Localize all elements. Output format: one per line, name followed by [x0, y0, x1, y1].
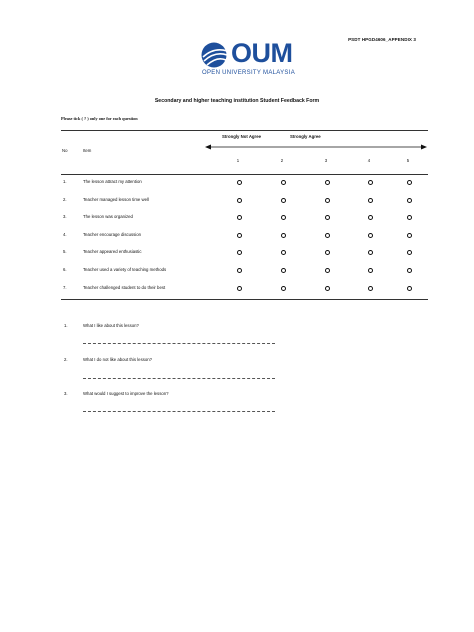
- scale-number: 2: [280, 158, 284, 163]
- oum-logo: [200, 38, 310, 82]
- col-no-header: No: [62, 148, 68, 153]
- rating-radio[interactable]: [325, 198, 330, 203]
- rating-radio[interactable]: [368, 286, 373, 291]
- rating-radio[interactable]: [407, 180, 412, 185]
- scale-number: 4: [367, 158, 371, 163]
- rating-radio[interactable]: [281, 215, 286, 220]
- row-number: 5.: [63, 249, 67, 254]
- rating-radio[interactable]: [237, 286, 242, 291]
- rating-radio[interactable]: [281, 250, 286, 255]
- row-item-text: Teacher appeared enthusiastic: [83, 249, 142, 254]
- rating-radio[interactable]: [368, 215, 373, 220]
- logo-subtitle: OPEN UNIVERSITY MALAYSIA: [202, 70, 296, 76]
- scale-low-label: Strongly Not Agree: [222, 134, 261, 139]
- rating-radio[interactable]: [281, 268, 286, 273]
- document-code: PSDT HPGD4606_APPENDIX 3: [348, 37, 416, 42]
- rating-radio[interactable]: [237, 198, 242, 203]
- table-header-rule: [61, 174, 428, 175]
- rating-radio[interactable]: [368, 233, 373, 238]
- rating-radio[interactable]: [237, 233, 242, 238]
- rating-radio[interactable]: [237, 250, 242, 255]
- row-item-text: The lesson attract my attention: [83, 179, 142, 184]
- row-number: 3.: [63, 214, 67, 219]
- row-number: 6.: [63, 267, 67, 272]
- rating-radio[interactable]: [325, 215, 330, 220]
- question-number: 1.: [64, 323, 68, 328]
- logo-wordmark: OUM: [231, 38, 293, 68]
- question-number: 2.: [64, 357, 68, 362]
- rating-radio[interactable]: [281, 286, 286, 291]
- row-number: 4.: [63, 232, 67, 237]
- scale-double-arrow-icon: [205, 143, 427, 151]
- rating-radio[interactable]: [281, 180, 286, 185]
- col-item-header: Item: [83, 148, 92, 153]
- rating-radio[interactable]: [407, 233, 412, 238]
- rating-radio[interactable]: [368, 180, 373, 185]
- rating-radio[interactable]: [407, 286, 412, 291]
- table-bottom-rule: [61, 299, 428, 300]
- rating-radio[interactable]: [325, 233, 330, 238]
- answer-line[interactable]: [83, 378, 275, 379]
- row-item-text: Teacher managed lesson time well: [83, 197, 149, 202]
- question-text: What I like about this lesson?: [83, 323, 139, 328]
- rating-radio[interactable]: [325, 250, 330, 255]
- row-item-text: Teacher challenged student to do their best: [83, 285, 166, 290]
- rating-radio[interactable]: [237, 215, 242, 220]
- rating-radio[interactable]: [368, 198, 373, 203]
- rating-radio[interactable]: [407, 198, 412, 203]
- rating-radio[interactable]: [368, 268, 373, 273]
- form-instruction: Please tick ( ? ) only one for each question: [61, 116, 138, 121]
- rating-radio[interactable]: [407, 250, 412, 255]
- row-item-text: Teacher used a variety of teaching methods: [83, 267, 167, 272]
- row-number: 7.: [63, 285, 67, 290]
- scale-number: 5: [406, 158, 410, 163]
- rating-radio[interactable]: [281, 198, 286, 203]
- rating-radio[interactable]: [325, 286, 330, 291]
- question-text: What I do not like about this lesson?: [83, 357, 153, 362]
- answer-line[interactable]: [83, 411, 275, 412]
- scale-number: 3: [324, 158, 328, 163]
- row-number: 1.: [63, 179, 67, 184]
- row-item-text: Teacher encourage discussion: [83, 232, 142, 237]
- row-number: 2.: [63, 197, 67, 202]
- question-text: What would I suggest to improve the lesson?: [83, 391, 169, 396]
- rating-radio[interactable]: [325, 180, 330, 185]
- rating-radio[interactable]: [281, 233, 286, 238]
- globe-logo-icon: [200, 42, 230, 68]
- scale-number: 1: [236, 158, 240, 163]
- rating-radio[interactable]: [407, 215, 412, 220]
- question-number: 3.: [64, 391, 68, 396]
- table-top-rule: [61, 130, 428, 131]
- rating-radio[interactable]: [237, 268, 242, 273]
- scale-high-label: Strongly Agree: [290, 134, 321, 139]
- form-title: Secondary and higher teaching institution Student Feedback Form: [154, 98, 320, 104]
- rating-radio[interactable]: [237, 180, 242, 185]
- rating-radio[interactable]: [407, 268, 412, 273]
- answer-line[interactable]: [83, 343, 275, 344]
- row-item-text: The lesson was organized: [83, 214, 133, 219]
- rating-radio[interactable]: [368, 250, 373, 255]
- rating-radio[interactable]: [325, 268, 330, 273]
